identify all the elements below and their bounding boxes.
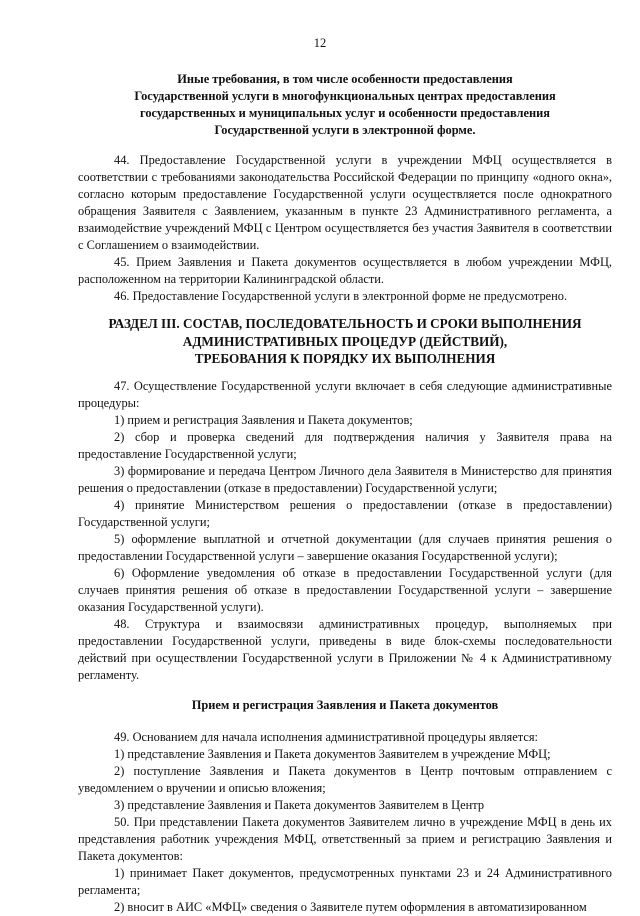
list-item: 2) поступление Заявления и Пакета документов в Центр почтовым отправлением с уведомлением о вручении и описью вложения; <box>78 763 612 795</box>
heading-line: Иные требования, в том числе особенности предоставления <box>177 72 513 86</box>
list-item: 2) сбор и проверка сведений для подтверждения наличия у Заявителя права на предоставление Государственной услуги; <box>78 429 612 461</box>
paragraph-47: 47. Осуществление Государственной услуги включает в себя следующие административные процедуры: <box>78 378 612 410</box>
page-content <box>78 71 612 916</box>
section-title-line: ТРЕБОВАНИЯ К ПОРЯДКУ ИХ ВЫПОЛНЕНИЯ <box>194 351 496 366</box>
list-item: 3) формирование и передача Центром Личного дела Заявителя в Министерство для принятия решения о предоставлении (отказе в предоставлении) Государственной услуги; <box>78 463 612 495</box>
section-title-line: АДМИНИСТРАТИВНЫХ ПРОЦЕДУР (ДЕЙСТВИЙ), <box>182 333 508 349</box>
paragraph-50: 50. При представлении Пакета документов Заявителем лично в учреждение МФЦ в день их представления работник учреждения МФЦ, ответственный за прием и регистрацию Заявления и Пакета документов: <box>78 814 612 863</box>
list-item: 4) принятие Министерством решения о предоставлении (отказе в предоставлении) Государственной услуги; <box>78 497 612 529</box>
page-number: 12 <box>313 36 327 50</box>
list-item: 3) представление Заявления и Пакета документов Заявителем в Центр <box>114 797 485 812</box>
list-item: 1) представление Заявления и Пакета документов Заявителем в учреждение МФЦ; <box>114 746 551 761</box>
section-heading-mfc <box>78 71 612 139</box>
heading-line: Государственной услуги в электронной форме. <box>214 123 476 137</box>
heading-line: государственных и муниципальных услуг и особенности предоставления <box>140 106 550 120</box>
paragraph-45: 45. Прием Заявления и Пакета документов осуществляется в любом учреждении МФЦ, расположенном на территории Калининградской области. <box>78 255 612 286</box>
paragraph-48: 48. Структура и взаимосвязи административных процедур, выполняемых при предоставлении Государственной услуги, приведены в виде блок-схемы последовательности действий при осуществлении Государственной услуги в Приложении № 4 к Административному регламенту. <box>78 616 612 682</box>
paragraph-44: 44. Предоставление Государственной услуги в учреждении МФЦ осуществляется в соответствии с требованиями законодательства Российской Федерации по принципу «одного окна», согласно которым предоставление Государственной услуги осуществляется после однократного обращения Заявителя с Заявлением, указанным в пункте 23 Административного регламента, а взаимодействие учреждений МФЦ с Центром осуществляется без участия Заявителя в соответствии с Соглашением о взаимодействии. <box>78 153 612 252</box>
list-item: 5) оформление выплатной и отчетной документации (для случаев принятия решения о предоставлении Государственной услуги – завершение оказания Государственной услуги); <box>78 531 612 563</box>
list-item: 2) вносит в АИС «МФЦ» сведения о Заявителе путем оформления в автоматизированном <box>114 899 587 914</box>
paragraph-46: 46. Предоставление Государственной услуги в электронной форме не предусмотрено. <box>114 289 568 303</box>
section-3-title <box>78 315 612 368</box>
list-item: 1) принимает Пакет документов, предусмотренных пунктами 23 и 24 Административного регламента; <box>78 865 612 897</box>
list-item: 1) прием и регистрация Заявления и Пакета документов; <box>114 412 413 427</box>
list-item: 6) Оформление уведомления об отказе в предоставлении Государственной услуги (для случаев принятия решения об отказе в предоставлении Государственной услуги – завершение оказания Государственной услуги). <box>78 565 612 614</box>
heading-line: Государственной услуги в многофункциональных центрах предоставления <box>134 89 556 103</box>
section-title-line: РАЗДЕЛ III. СОСТАВ, ПОСЛЕДОВАТЕЛЬНОСТЬ И СРОКИ ВЫПОЛНЕНИЯ <box>108 316 582 331</box>
section-heading-reception: Прием и регистрация Заявления и Пакета документов <box>191 697 499 712</box>
paragraph-49: 49. Основанием для начала исполнения административной процедуры является: <box>114 729 538 744</box>
